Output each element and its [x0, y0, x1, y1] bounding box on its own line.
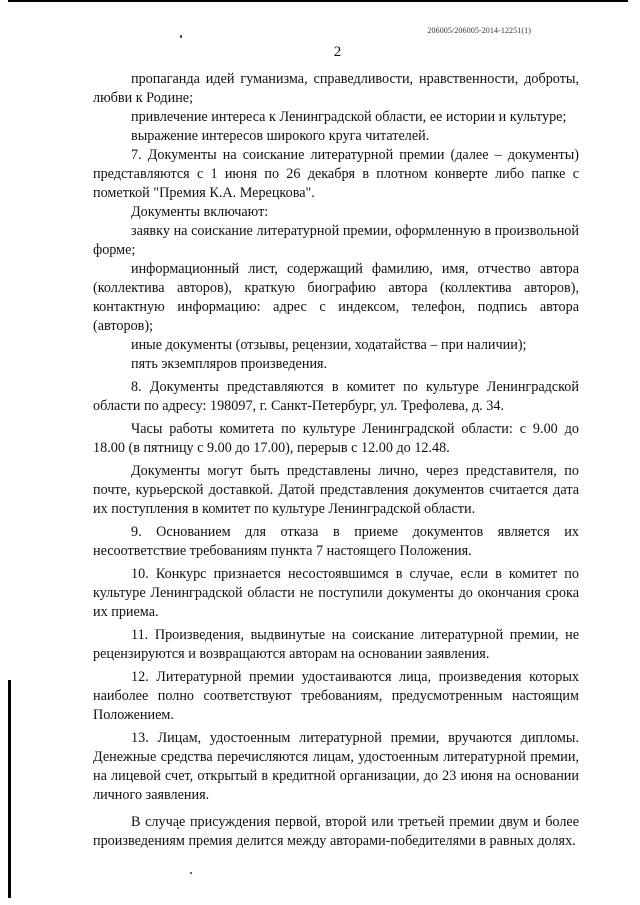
paragraph: 12. Литературной премии удостаиваются лица, произведения которых наиболее полно соответствуют требованиям, предусмотренным настоящим Положением. — [93, 669, 579, 723]
paragraph: привлечение интереса к Ленинградской области, ее истории и культуре; — [131, 109, 567, 125]
paragraph: пять экземпляров произведения. — [131, 356, 328, 372]
page-number: 2 — [333, 44, 342, 60]
top-border-line — [8, 0, 628, 2]
paragraph: В случае присуждения первой, второй или третьей премии двум и более произведениям премия делится между авторами-победителями в равных долях. — [93, 814, 579, 849]
paragraph: Документы включают: — [131, 204, 269, 220]
paragraph: Документы могут быть представлены лично, через представителя, по почте, курьерской доставкой. Датой представления документов считается дата их поступления в комитет по культуре Ленинградской области. — [93, 463, 579, 517]
scan-speck — [180, 35, 182, 38]
document-number: 206005/206005-2014-12251(1) — [427, 26, 531, 35]
scan-speck — [190, 872, 192, 874]
paragraph: выражение интересов широкого круга читателей. — [131, 128, 430, 144]
paragraph: информационный лист, содержащий фамилию, имя, отчество автора (коллектива авторов), краткую биографию автора (коллектива авторов), контактную информацию: адрес с индексом, телефон, подпись автора (авторов); — [93, 261, 579, 334]
paragraph: иные документы (отзывы, рецензии, ходатайства – при наличии); — [131, 337, 527, 353]
paragraph: 13. Лицам, удостоенным литературной премии, вручаются дипломы. Денежные средства перечисляются лицам, удостоенным литературной премии, на лицевой счет, открытый в кредитной организации, до 23 июня на основании личного заявления. — [93, 730, 579, 803]
paragraph: 8. Документы представляются в комитет по культуре Ленинградской области по адресу: 198097, г. Санкт-Петербург, ул. Трефолева, д. 34. — [93, 379, 579, 414]
paragraph: 9. Основанием для отказа в приеме документов является их несоответствие требованиям пункта 7 настоящего Положения. — [93, 524, 579, 559]
paragraph: 7. Документы на соискание литературной премии (далее – документы) представляются с 1 июня по 26 декабря в плотном конверте либо папке с пометкой "Премия К.А. Мерецкова". — [93, 147, 579, 201]
paragraph: 11. Произведения, выдвинутые на соискание литературной премии, не рецензируются и возвращаются авторам на основании заявления. — [93, 627, 579, 662]
paragraph: пропаганда идей гуманизма, справедливости, нравственности, доброты, любви к Родине; — [93, 71, 579, 106]
scan-edge-bar — [8, 680, 11, 898]
paragraph: 10. Конкурс признается несостоявшимся в случае, если в комитет по культуре Ленинградской области не поступили документы до окончания срока их приема. — [93, 566, 579, 620]
paragraph: Часы работы комитета по культуре Ленинградской области: с 9.00 до 18.00 (в пятницу с 9.00 до 17.00), перерыв с 12.00 до 12.48. — [93, 421, 579, 456]
paragraph: заявку на соискание литературной премии, оформленную в произвольной форме; — [93, 223, 579, 258]
document-body — [93, 70, 579, 851]
